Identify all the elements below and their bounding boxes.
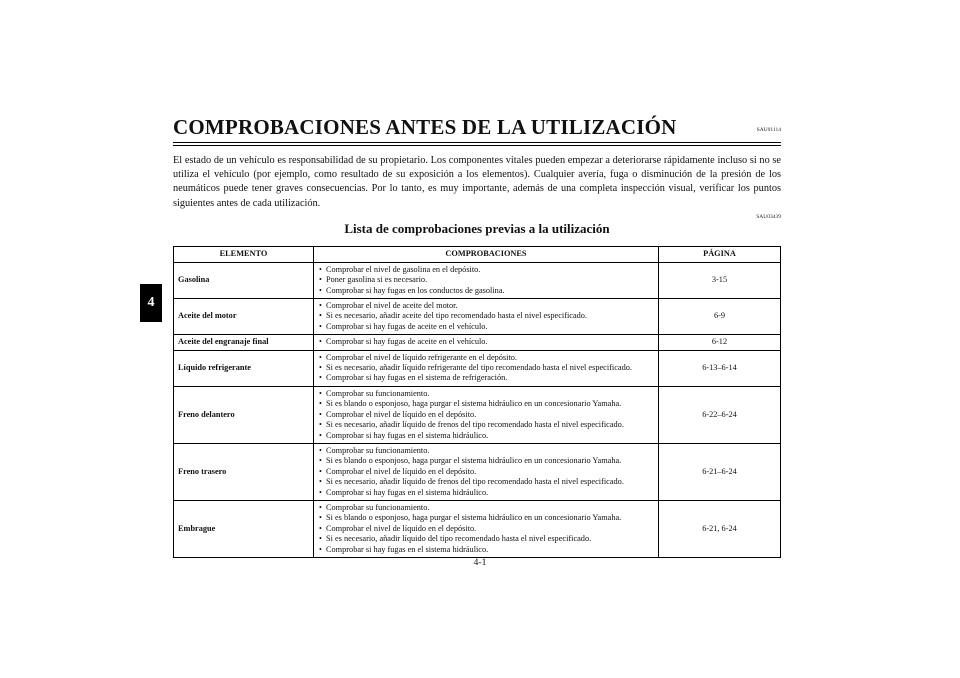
row-checks xyxy=(314,500,659,557)
check-item: • Si es blando o esponjoso, haga purgar el sistema hidráulico en un concesionario Yamaha. xyxy=(319,399,654,409)
check-item: • Comprobar si hay fugas en el sistema hidráulico. xyxy=(319,431,654,441)
checks-list xyxy=(319,389,654,441)
intro-paragraph: El estado de un vehículo es responsabilidad de su propietario. Los componentes vitales pueden empezar a deteriorarse rápidamente incluso si no se utiliza el vehículo (por ejemplo, como resultado de su exposición a los elementos). Cualquier avería, fuga o disminución de la presión de los neumáticos puede tener graves consecuencias. Por lo tanto, es muy importante, además de una completa inspección visual, verificar los puntos siguientes antes de cada utilización. xyxy=(173,155,781,209)
row-page-reference: 6-21, 6-24 xyxy=(659,500,781,557)
section-title: Lista de comprobaciones previas a la utilización xyxy=(344,220,610,236)
page-content xyxy=(173,112,781,558)
row-checks xyxy=(314,299,659,335)
title-reference-code: SAU01114 xyxy=(756,127,781,133)
row-checks xyxy=(314,350,659,386)
checks-list xyxy=(319,503,654,555)
row-checks xyxy=(314,386,659,443)
column-header-page: PÁGINA xyxy=(659,246,781,262)
table-row xyxy=(174,335,781,350)
check-item: • Si es necesario, añadir líquido del tipo recomendado hasta el nivel especificado. xyxy=(319,534,654,544)
table-row xyxy=(174,299,781,335)
table-body xyxy=(174,262,781,557)
column-header-item: ELEMENTO xyxy=(174,246,314,262)
section-reference-code: SAU03439 xyxy=(756,213,781,220)
title-row xyxy=(173,112,781,143)
row-item: Aceite del engranaje final xyxy=(174,335,314,350)
row-item: Líquido refrigerante xyxy=(174,350,314,386)
check-item: • Comprobar su funcionamiento. xyxy=(319,446,654,456)
row-page-reference: 6-12 xyxy=(659,335,781,350)
checks-list xyxy=(319,446,654,498)
check-item: • Comprobar si hay fugas en los conductos de gasolina. xyxy=(319,286,654,296)
check-item: • Poner gasolina si es necesario. xyxy=(319,275,654,285)
check-item: • Si es blando o esponjoso, haga purgar el sistema hidráulico en un concesionario Yamaha. xyxy=(319,513,654,523)
table-header-row xyxy=(174,246,781,262)
check-item: • Comprobar si hay fugas en el sistema de refrigeración. xyxy=(319,373,654,383)
check-item: • Si es blando o esponjoso, haga purgar el sistema hidráulico en un concesionario Yamaha. xyxy=(319,456,654,466)
table-row xyxy=(174,443,781,500)
table-row xyxy=(174,262,781,298)
row-item: Freno delantero xyxy=(174,386,314,443)
table-row xyxy=(174,386,781,443)
page-number: 4-1 xyxy=(473,558,487,568)
check-item: • Si es necesario, añadir líquido refrigerante del tipo recomendado hasta el nivel especificado. xyxy=(319,363,654,373)
row-checks xyxy=(314,443,659,500)
check-item: • Comprobar el nivel de aceite del motor. xyxy=(319,301,654,311)
check-item: • Comprobar si hay fugas de aceite en el vehículo. xyxy=(319,337,654,347)
check-item: • Comprobar si hay fugas en el sistema hidráulico. xyxy=(319,488,654,498)
row-page-reference: 3-15 xyxy=(659,262,781,298)
check-item: • Comprobar el nivel de líquido en el depósito. xyxy=(319,524,654,534)
check-item: • Comprobar si hay fugas de aceite en el vehículo. xyxy=(319,322,654,332)
check-item: • Si es necesario, añadir aceite del tipo recomendado hasta el nivel especificado. xyxy=(319,311,654,321)
row-item: Gasolina xyxy=(174,262,314,298)
row-page-reference: 6-9 xyxy=(659,299,781,335)
row-checks xyxy=(314,262,659,298)
check-item: • Comprobar su funcionamiento. xyxy=(319,389,654,399)
checks-list xyxy=(319,353,654,384)
checks-list xyxy=(319,337,654,347)
check-item: • Si es necesario, añadir líquido de frenos del tipo recomendado hasta el nivel especificado. xyxy=(319,420,654,430)
column-header-checks: COMPROBACIONES xyxy=(314,246,659,262)
check-item: • Comprobar el nivel de líquido en el depósito. xyxy=(319,467,654,477)
row-page-reference: 6-21–6-24 xyxy=(659,443,781,500)
check-item: • Comprobar el nivel de líquido en el depósito. xyxy=(319,410,654,420)
row-item: Aceite del motor xyxy=(174,299,314,335)
check-item: • Comprobar el nivel de líquido refrigerante en el depósito. xyxy=(319,353,654,363)
row-page-reference: 6-13–6-14 xyxy=(659,350,781,386)
check-item: • Comprobar el nivel de gasolina en el depósito. xyxy=(319,265,654,275)
row-item: Embrague xyxy=(174,500,314,557)
chapter-tab: 4 xyxy=(140,284,162,322)
checklist-table xyxy=(173,246,781,558)
check-item: • Si es necesario, añadir líquido de frenos del tipo recomendado hasta el nivel especificado. xyxy=(319,477,654,487)
table-row xyxy=(174,350,781,386)
checks-list xyxy=(319,265,654,296)
row-page-reference: 6-22–6-24 xyxy=(659,386,781,443)
row-checks xyxy=(314,335,659,350)
page-title: COMPROBACIONES ANTES DE LA UTILIZACIÓN xyxy=(173,115,677,139)
table-row xyxy=(174,500,781,557)
row-item: Freno trasero xyxy=(174,443,314,500)
checks-list xyxy=(319,301,654,332)
check-item: • Comprobar su funcionamiento. xyxy=(319,503,654,513)
check-item: • Comprobar si hay fugas en el sistema hidráulico. xyxy=(319,545,654,555)
